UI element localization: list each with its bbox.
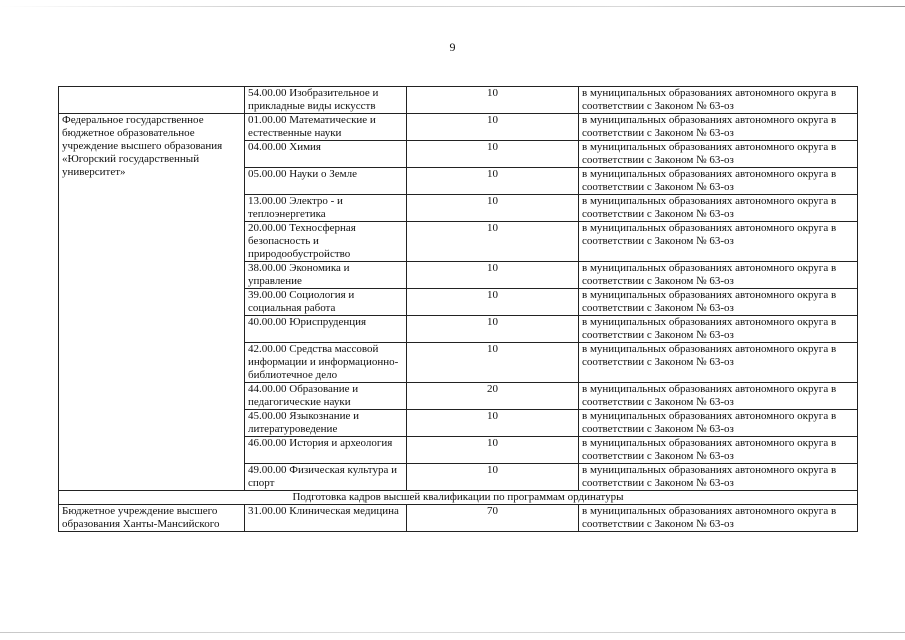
count-cell: 10 — [407, 141, 579, 168]
count-cell: 10 — [407, 168, 579, 195]
specialty-cell: 42.00.00 Средства массовой информации и информационно-библиотечное дело — [245, 343, 407, 383]
specialty-cell: 13.00.00 Электро - и теплоэнергетика — [245, 195, 407, 222]
count-cell: 20 — [407, 383, 579, 410]
organization-cell — [59, 87, 245, 114]
specialty-cell: 40.00.00 Юриспруденция — [245, 316, 407, 343]
table-row — [59, 505, 858, 532]
organization-cell: Бюджетное учреждение высшего образования Ханты-Мансийского — [59, 505, 245, 532]
condition-cell: в муниципальных образованиях автономного округа в соответствии с Законом № 63-оз — [579, 114, 858, 141]
specialty-cell: 44.00.00 Образование и педагогические науки — [245, 383, 407, 410]
count-cell: 10 — [407, 262, 579, 289]
count-cell: 10 — [407, 410, 579, 437]
count-cell: 10 — [407, 343, 579, 383]
specialty-cell: 05.00.00 Науки о Земле — [245, 168, 407, 195]
condition-cell: в муниципальных образованиях автономного округа в соответствии с Законом № 63-оз — [579, 222, 858, 262]
specialty-cell: 01.00.00 Математические и естественные науки — [245, 114, 407, 141]
scan-edge-top — [0, 6, 905, 7]
specialty-cell: 54.00.00 Изобразительное и прикладные виды искусств — [245, 87, 407, 114]
specialty-cell: 49.00.00 Физическая культура и спорт — [245, 464, 407, 491]
condition-cell: в муниципальных образованиях автономного округа в соответствии с Законом № 63-оз — [579, 168, 858, 195]
condition-cell: в муниципальных образованиях автономного округа в соответствии с Законом № 63-оз — [579, 141, 858, 168]
specialty-cell: 38.00.00 Экономика и управление — [245, 262, 407, 289]
specialty-cell: 45.00.00 Языкознание и литературоведение — [245, 410, 407, 437]
count-cell: 10 — [407, 195, 579, 222]
table-row — [59, 87, 858, 114]
count-cell: 10 — [407, 289, 579, 316]
condition-cell: в муниципальных образованиях автономного округа в соответствии с Законом № 63-оз — [579, 464, 858, 491]
condition-cell: в муниципальных образованиях автономного округа в соответствии с Законом № 63-оз — [579, 316, 858, 343]
condition-cell: в муниципальных образованиях автономного округа в соответствии с Законом № 63-оз — [579, 343, 858, 383]
section-heading-row — [59, 491, 858, 505]
specialty-cell: 31.00.00 Клиническая медицина — [245, 505, 407, 532]
page-number: 9 — [449, 40, 456, 54]
condition-cell: в муниципальных образованиях автономного округа в соответствии с Законом № 63-оз — [579, 383, 858, 410]
specialty-cell: 39.00.00 Социология и социальная работа — [245, 289, 407, 316]
condition-cell: в муниципальных образованиях автономного округа в соответствии с Законом № 63-оз — [579, 289, 858, 316]
count-cell: 10 — [407, 87, 579, 114]
specialty-cell: 20.00.00 Техносферная безопасность и природообустройство — [245, 222, 407, 262]
count-cell: 10 — [407, 437, 579, 464]
section-heading: Подготовка кадров высшей квалификации по программам ординатуры — [59, 491, 858, 505]
specialty-cell: 46.00.00 История и археология — [245, 437, 407, 464]
allocation-table — [58, 86, 858, 532]
count-cell: 70 — [407, 505, 579, 532]
specialty-cell: 04.00.00 Химия — [245, 141, 407, 168]
table-row — [59, 114, 858, 141]
count-cell: 10 — [407, 114, 579, 141]
count-cell: 10 — [407, 464, 579, 491]
organization-cell: Федеральное государственное бюджетное образовательное учреждение высшего образования «Югорский государственный университет» — [59, 114, 245, 491]
count-cell: 10 — [407, 222, 579, 262]
condition-cell: в муниципальных образованиях автономного округа в соответствии с Законом № 63-оз — [579, 410, 858, 437]
scan-edge-bottom — [0, 632, 905, 633]
condition-cell: в муниципальных образованиях автономного округа в соответствии с Законом № 63-оз — [579, 87, 858, 114]
count-cell: 10 — [407, 316, 579, 343]
condition-cell: в муниципальных образованиях автономного округа в соответствии с Законом № 63-оз — [579, 195, 858, 222]
condition-cell: в муниципальных образованиях автономного округа в соответствии с Законом № 63-оз — [579, 437, 858, 464]
condition-cell: в муниципальных образованиях автономного округа в соответствии с Законом № 63-оз — [579, 262, 858, 289]
table-body — [59, 87, 858, 532]
condition-cell: в муниципальных образованиях автономного округа в соответствии с Законом № 63-оз — [579, 505, 858, 532]
